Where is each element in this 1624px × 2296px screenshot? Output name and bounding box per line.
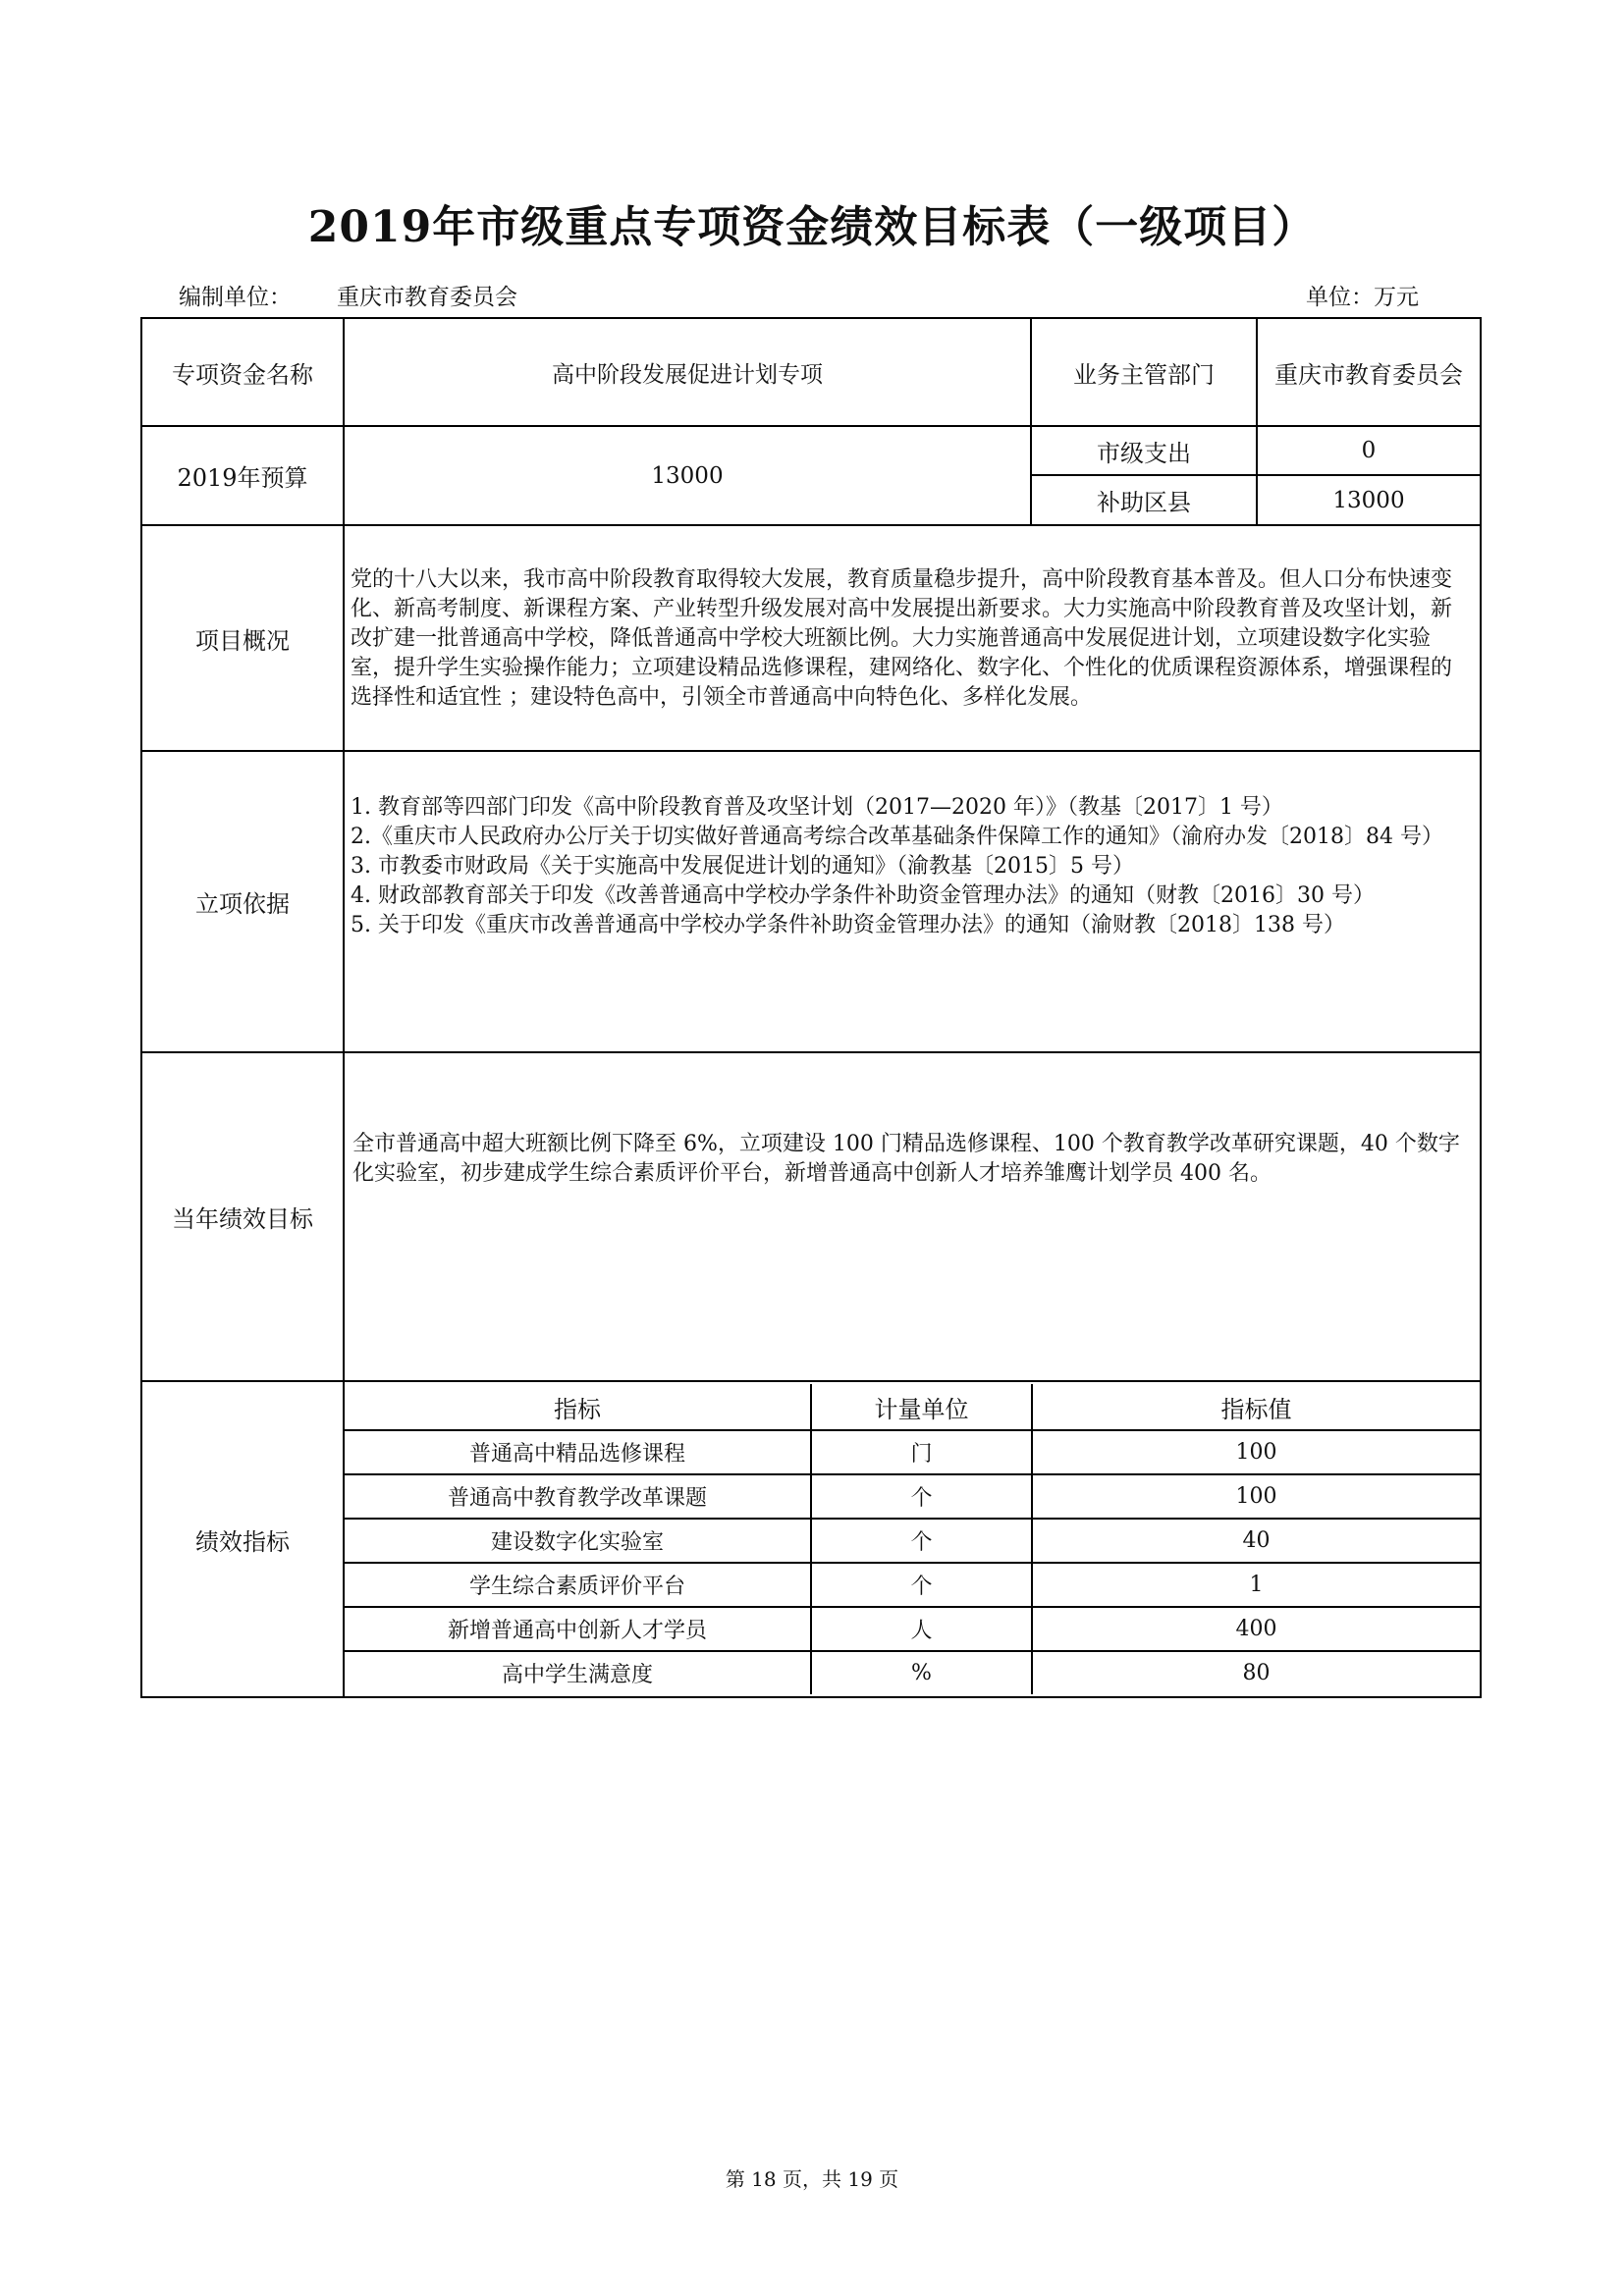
basis-item: 1. 教育部等四部门印发《高中阶段教育普及攻坚计划（2017—2020 年）》（教基〔2017〕1 号） [351,795,1283,820]
table-row [345,1607,1480,1651]
overview-row [141,525,1481,751]
basis-item: 4. 财政部教育部关于印发《改善普通高中学校办学条件补助资金管理办法》的通知（财教〔2016〕30 号） [351,883,1375,908]
table-row [345,1519,1480,1563]
indicators-row [141,1381,1481,1697]
indicator-name: 建设数字化实验室 [345,1519,811,1563]
basis-item: 2.《重庆市人民政府办公厅关于切实做好普通高考综合改革基础条件保障工作的通知》（渝府办发〔2018〕84 号） [351,825,1443,849]
value-header: 指标值 [1032,1384,1480,1430]
indicator-unit: 个 [811,1563,1032,1607]
unit-label: 单位：万元 [1306,285,1419,310]
unit-header: 计量单位 [811,1384,1032,1430]
indicator-unit: 人 [811,1607,1032,1651]
table-row [345,1563,1480,1607]
district-subsidy-value: 13000 [1257,475,1481,525]
indicator-value: 1 [1032,1563,1480,1607]
org-value: 重庆市教育委员会 [337,285,517,310]
indicator-header: 指标 [345,1384,811,1430]
basis-list [345,752,1480,940]
indicator-unit: 门 [811,1430,1032,1474]
goal-cell [344,1052,1481,1381]
indicator-name: 普通高中精品选修课程 [345,1430,811,1474]
indicator-value: 80 [1032,1651,1480,1694]
page-footer: 第 18 页，共 19 页 [725,2167,899,2191]
city-spend-value: 0 [1257,426,1481,475]
fund-name-row [141,318,1481,426]
indicator-name: 学生综合素质评价平台 [345,1563,811,1607]
dept-value: 重庆市教育委员会 [1257,318,1481,426]
basis-cell [344,751,1481,1052]
overview-cell [344,525,1481,751]
indicator-value: 100 [1032,1430,1480,1474]
indicator-unit: 个 [811,1519,1032,1563]
org-line [179,279,517,311]
indicator-unit: 个 [811,1474,1032,1519]
district-subsidy-label: 补助区县 [1031,475,1257,525]
budget-label: 2019年预算 [141,426,344,525]
indicators-header-row [345,1384,1480,1430]
indicator-value: 400 [1032,1607,1480,1651]
fund-name-label: 专项资金名称 [141,318,344,426]
city-spend-label: 市级支出 [1031,426,1257,475]
org-label: 编制单位： [179,285,292,310]
goal-row [141,1052,1481,1381]
fund-name-value: 高中阶段发展促进计划专项 [344,318,1031,426]
budget-row-city [141,426,1481,475]
dept-label: 业务主管部门 [1031,318,1257,426]
page-title: 2019年市级重点专项资金绩效目标表（一级项目） [307,202,1317,252]
basis-item: 3. 市教委市财政局《关于实施高中发展促进计划的通知》（渝教基〔2015〕5 号） [351,854,1134,879]
goal-text: 全市普通高中超大班额比例下降至 6%，立项建设 100 门精品选修课程、100 个教育教学改革研究课题，40 个数字化实验室，初步建成学生综合素质评价平台，新增普通高中创新人才培养雏鹰计划学员 400 名。 [352,1132,1460,1186]
indicator-value: 40 [1032,1519,1480,1563]
table-row [345,1430,1480,1474]
performance-table [140,317,1482,1698]
indicator-unit: % [811,1651,1032,1694]
basis-item: 5. 关于印发《重庆市改善普通高中学校办学条件补助资金管理办法》的通知（渝财教〔2018〕138 号） [351,913,1345,937]
indicators-table [345,1384,1480,1694]
goal-label: 当年绩效目标 [141,1052,344,1381]
indicators-label: 绩效指标 [141,1381,344,1697]
indicators-cell [344,1381,1481,1697]
overview-text: 党的十八大以来，我市高中阶段教育取得较大发展，教育质量稳步提升，高中阶段教育基本普及。但人口分布快速变化、新高考制度、新课程方案、产业转型升级发展对高中发展提出新要求。大力实施高中阶段教育普及攻坚计划，新改扩建一批普通高中学校，降低普通高中学校大班额比例。大力实施普通高中发展促进计划，立项建设数字化实验室，提升学生实验操作能力；立项建设精品选修课程，建网络化、数字化、个性化的优质课程资源体系，增强课程的选择性和适宜性 ；建设特色高中，引领全市普通高中向特色化、多样化发展。 [351,567,1453,710]
table-row [345,1651,1480,1694]
indicator-name: 普通高中教育教学改革课题 [345,1474,811,1519]
table-row [345,1474,1480,1519]
indicator-name: 新增普通高中创新人才学员 [345,1607,811,1651]
overview-label: 项目概况 [141,525,344,751]
indicator-value: 100 [1032,1474,1480,1519]
basis-row [141,751,1481,1052]
budget-total: 13000 [344,426,1031,525]
basis-label: 立项依据 [141,751,344,1052]
indicator-name: 高中学生满意度 [501,1663,653,1687]
